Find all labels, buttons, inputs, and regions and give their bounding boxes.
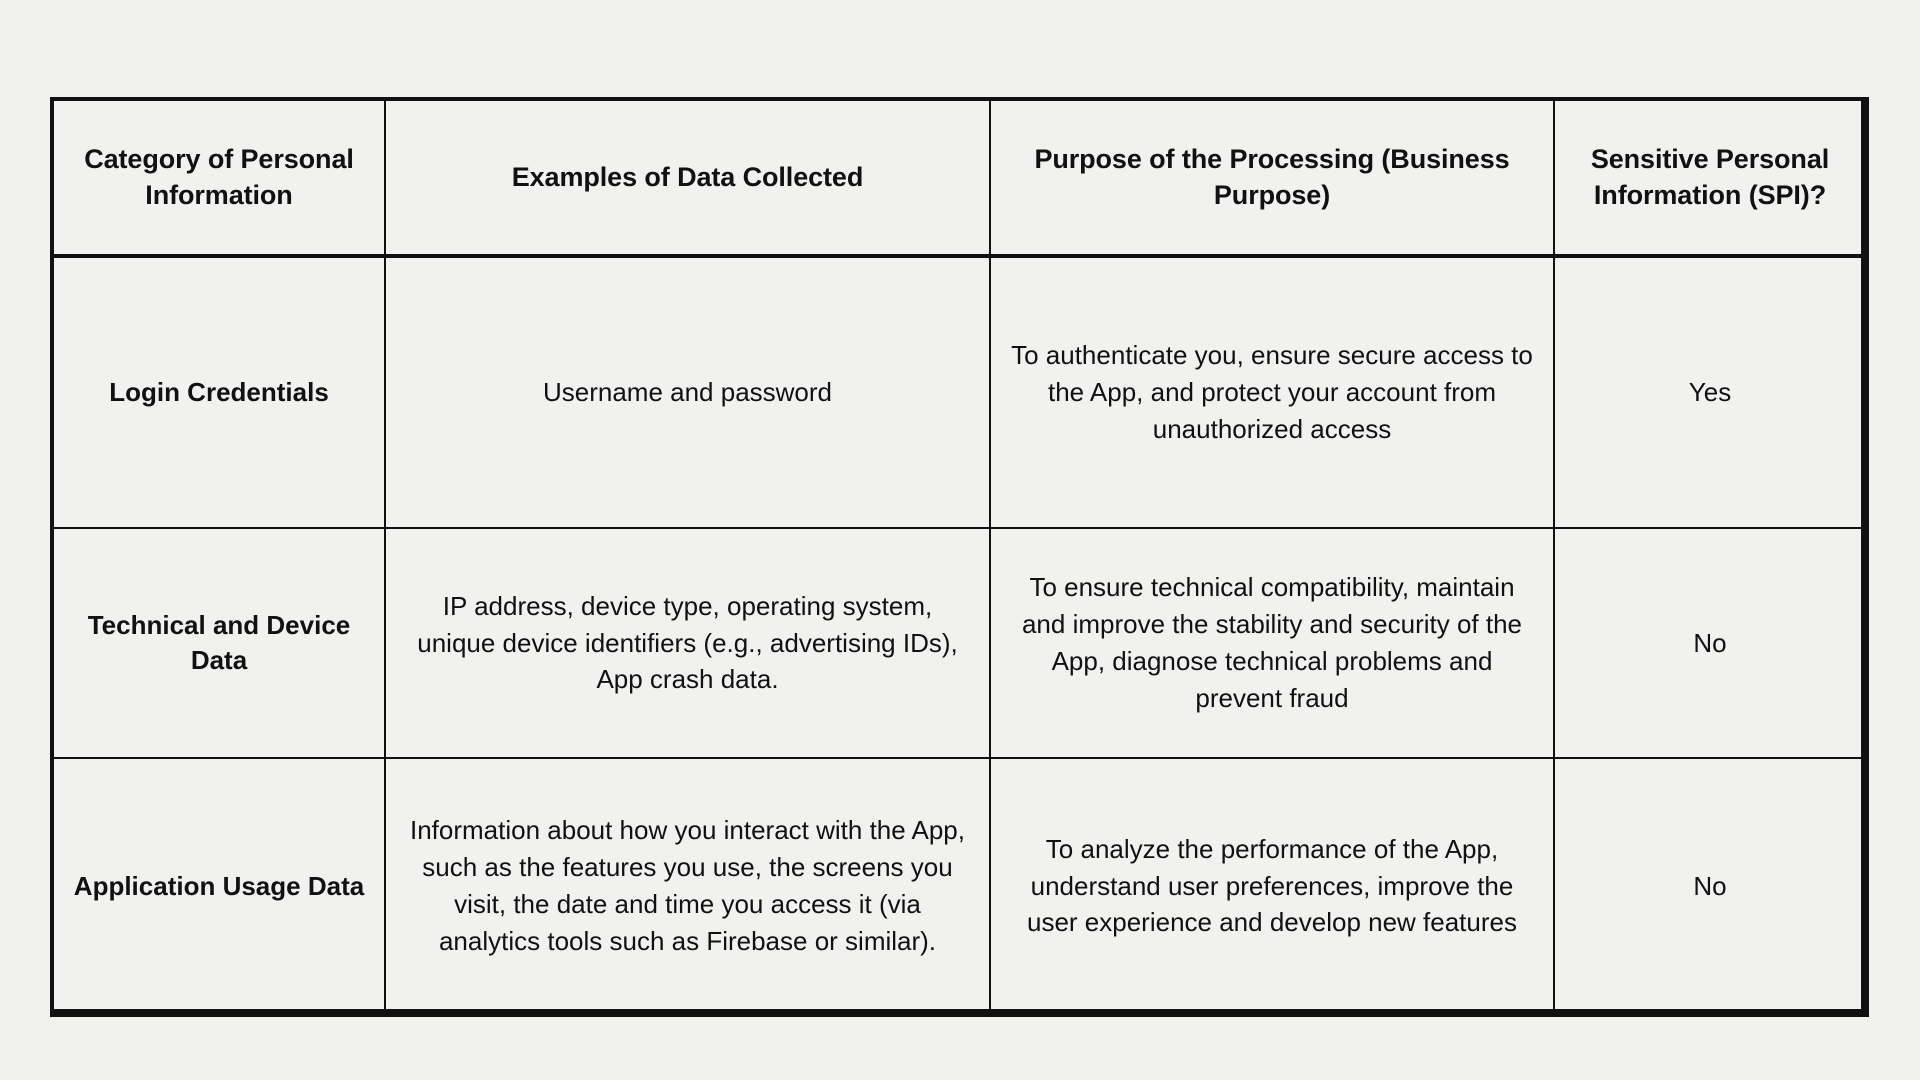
cell-category [52, 528, 385, 758]
personal-information-table [50, 97, 1869, 1017]
column-header-spi [1554, 99, 1867, 256]
cell-examples [385, 256, 990, 528]
cell-purpose-text: To authenticate you, ensure secure access to the App, and protect your account from unauthorized access [1011, 340, 1533, 444]
cell-spi [1554, 528, 1867, 758]
cell-spi-text: Yes [1688, 377, 1732, 408]
cell-purpose-text: To analyze the performance of the App, understand user preferences, improve the user experience and develop new features [1027, 833, 1517, 938]
cell-purpose [990, 528, 1554, 758]
cell-spi [1554, 256, 1867, 528]
cell-examples [385, 528, 990, 758]
column-header-category-label: Category of Personal Information [84, 143, 354, 210]
column-header-purpose [990, 99, 1554, 256]
personal-information-table-container [50, 97, 1865, 1013]
table-header [52, 99, 1867, 256]
cell-purpose [990, 758, 1554, 1015]
cell-category [52, 758, 385, 1015]
column-header-examples [385, 99, 990, 256]
cell-category [52, 256, 385, 528]
column-header-examples-label: Examples of Data Collected [511, 161, 864, 192]
cell-spi-text: No [1693, 627, 1727, 658]
cell-category-text: Login Credentials [109, 377, 329, 408]
cell-examples [385, 758, 990, 1015]
cell-purpose-text: To ensure technical compatibility, maintain and improve the stability and security of the App, diagnose technical problems and prevent fraud [1021, 572, 1523, 713]
column-header-purpose-label: Purpose of the Processing (Business Purpose) [1034, 143, 1510, 210]
cell-examples-text: Information about how you interact with the App, such as the features you use, the screens you visit, the date and time you access it (via analytics tools such as Firebase or similar). [409, 815, 965, 956]
cell-category-text: Technical and Device Data [87, 610, 351, 675]
cell-examples-text: Username and password [542, 377, 833, 408]
column-header-category [52, 99, 385, 256]
table-row [52, 528, 1867, 758]
table-row [52, 256, 1867, 528]
cell-purpose [990, 256, 1554, 528]
column-header-spi-label: Sensitive Personal Information (SPI)? [1590, 143, 1830, 210]
cell-spi [1554, 758, 1867, 1015]
table-row [52, 758, 1867, 1015]
table-header-row [52, 99, 1867, 256]
cell-examples-text: IP address, device type, operating system, unique device identifiers (e.g., advertising IDs), App crash data. [417, 590, 958, 695]
table-body [52, 256, 1867, 1015]
cell-category-text: Application Usage Data [73, 870, 365, 901]
cell-spi-text: No [1693, 870, 1727, 901]
